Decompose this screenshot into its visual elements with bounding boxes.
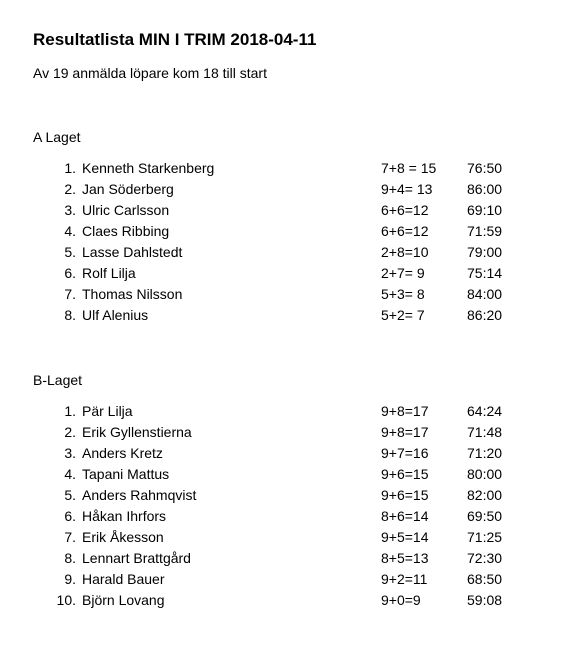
rank-number: 5. [64,487,76,503]
team-b-label: B-Laget [33,372,83,388]
finish-time: 71:48 [467,424,503,440]
result-row [0,305,585,326]
result-row [0,527,585,548]
result-row [0,422,585,443]
runner-name: Anders Kretz [82,445,163,461]
finish-time: 64:24 [467,403,503,419]
result-row [0,443,585,464]
finish-time: 69:10 [467,202,503,218]
rank-number: 8. [64,307,76,323]
rank-number: 7. [64,286,76,302]
team-a-label: A Laget [33,129,81,145]
finish-time: 75:14 [467,265,503,281]
rank-number: 10. [56,592,76,608]
score-total: 8+6=14 [381,508,429,524]
rank-number: 8. [64,550,76,566]
runner-name: Harald Bauer [82,571,165,587]
result-row [0,506,585,527]
runner-name: Tapani Mattus [82,466,170,482]
runner-name: Lasse Dahlstedt [82,244,183,260]
runner-name: Anders Rahmqvist [82,487,197,503]
finish-time: 59:08 [467,592,503,608]
finish-time: 72:30 [467,550,503,566]
score-total: 9+7=16 [381,445,429,461]
rank-number: 6. [64,265,76,281]
rank-number: 7. [64,529,76,545]
finish-time: 86:20 [467,307,503,323]
rank-number: 1. [64,160,76,176]
result-row [0,401,585,422]
page-title: Resultatlista MIN I TRIM 2018-04-11 [33,30,317,49]
page-subtitle: Av 19 anmälda löpare kom 18 till start [33,65,267,81]
runner-name: Claes Ribbing [82,223,170,239]
finish-time: 80:00 [467,466,503,482]
runner-name: Pär Lilja [82,403,133,419]
runner-name: Ulric Carlsson [82,202,170,218]
score-total: 2+8=10 [381,244,429,260]
runner-name: Lennart Brattgård [82,550,191,566]
score-total: 9+0=9 [381,592,421,608]
team-a-results [0,158,585,326]
runner-name: Jan Söderberg [82,181,174,197]
runner-name: Rolf Lilja [82,265,136,281]
finish-time: 68:50 [467,571,503,587]
rank-number: 2. [64,181,76,197]
result-row [0,548,585,569]
score-total: 6+6=12 [381,223,429,239]
rank-number: 6. [64,508,76,524]
finish-time: 79:00 [467,244,503,260]
rank-number: 5. [64,244,76,260]
finish-time: 82:00 [467,487,503,503]
score-total: 9+6=15 [381,466,429,482]
score-total: 5+2= 7 [381,307,425,323]
runner-name: Björn Lovang [82,592,165,608]
result-row [0,263,585,284]
score-total: 5+3= 8 [381,286,425,302]
score-total: 2+7= 9 [381,265,425,281]
score-total: 9+8=17 [381,403,429,419]
score-total: 9+6=15 [381,487,429,503]
rank-number: 3. [64,202,76,218]
score-total: 9+5=14 [381,529,429,545]
runner-name: Kenneth Starkenberg [82,160,215,176]
result-row [0,464,585,485]
finish-time: 71:20 [467,445,503,461]
score-total: 7+8 = 15 [381,160,437,176]
runner-name: Håkan Ihrfors [82,508,167,524]
result-row [0,158,585,179]
finish-time: 71:59 [467,223,503,239]
team-b-results [0,401,585,611]
score-total: 9+2=11 [381,571,428,587]
finish-time: 76:50 [467,160,503,176]
runner-name: Erik Åkesson [82,529,164,545]
result-row [0,221,585,242]
rank-number: 1. [64,403,76,419]
finish-time: 71:25 [467,529,503,545]
finish-time: 69:50 [467,508,503,524]
rank-number: 2. [64,424,76,440]
rank-number: 4. [64,466,76,482]
result-row [0,179,585,200]
result-row [0,485,585,506]
rank-number: 4. [64,223,76,239]
runner-name: Thomas Nilsson [82,286,183,302]
score-total: 6+6=12 [381,202,429,218]
result-row [0,284,585,305]
result-row [0,569,585,590]
finish-time: 86:00 [467,181,503,197]
rank-number: 3. [64,445,76,461]
score-total: 8+5=13 [381,550,429,566]
result-row [0,200,585,221]
result-row [0,590,585,611]
result-row [0,242,585,263]
rank-number: 9. [64,571,76,587]
score-total: 9+4= 13 [381,181,433,197]
runner-name: Erik Gyllenstierna [82,424,192,440]
finish-time: 84:00 [467,286,503,302]
runner-name: Ulf Alenius [82,307,149,323]
score-total: 9+8=17 [381,424,429,440]
